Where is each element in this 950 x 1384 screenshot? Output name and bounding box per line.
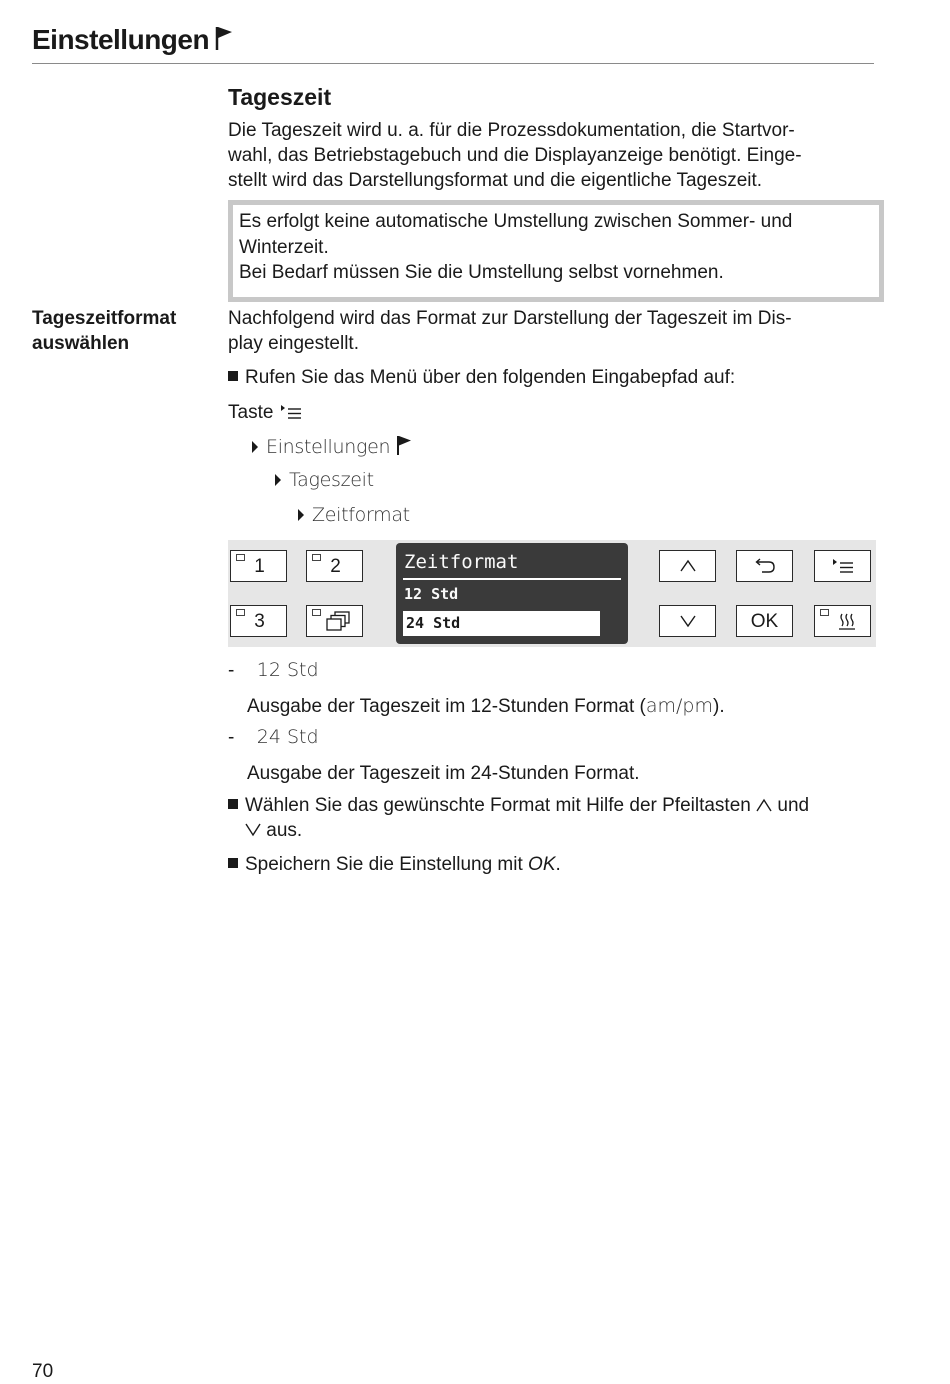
control-panel — [228, 540, 876, 647]
step-instruction — [228, 793, 873, 843]
step-text: und — [777, 795, 810, 816]
header-divider — [32, 63, 874, 64]
heat-icon — [829, 611, 857, 632]
step-instruction — [228, 852, 878, 877]
option-item — [228, 726, 319, 749]
flag-icon — [396, 436, 412, 458]
triangle-right-icon — [275, 474, 281, 486]
menu-key-icon — [279, 402, 303, 423]
display-option[interactable]: 12 Std — [404, 585, 459, 603]
chevron-down-icon — [245, 820, 261, 841]
lcd-display — [396, 543, 628, 644]
menu-path-item — [252, 434, 412, 458]
option-description — [247, 694, 897, 719]
step-instruction — [228, 365, 878, 390]
multi-window-button[interactable] — [306, 605, 363, 637]
menu-path-label: Zeitformat — [312, 504, 410, 526]
step-text: Rufen Sie das Menü über den folgenden Eingabepfad auf: — [245, 367, 736, 388]
sidebar-label — [32, 306, 212, 356]
step-text: Speichern Sie die Einstellung mit — [245, 854, 523, 875]
step-text-end: . — [555, 854, 561, 875]
display-divider — [403, 578, 621, 580]
triangle-right-icon — [252, 441, 258, 453]
option-desc-end: ). — [713, 696, 725, 717]
description-line: Nachfolgend wird das Format zur Darstellung der Tageszeit im Dis- — [228, 308, 792, 329]
option-desc-text: Ausgabe der Tageszeit im 12-Stunden Format ( — [247, 696, 646, 717]
bullet-icon — [228, 799, 238, 809]
display-title: Zeitformat — [404, 551, 519, 573]
description-line: play eingestellt. — [228, 333, 359, 354]
step-text: Wählen Sie das gewünschte Format mit Hilfe der Pfeiltasten — [245, 795, 751, 816]
option-desc-mono: am/pm — [645, 695, 713, 717]
page-number: 70 — [32, 1361, 54, 1382]
back-button[interactable] — [736, 550, 793, 582]
led-indicator — [312, 609, 321, 616]
taste-label: Taste — [228, 402, 274, 423]
section-heading: Tageszeit — [228, 84, 332, 110]
layers-icon — [318, 611, 352, 632]
option-label: 12 Std — [256, 659, 319, 681]
menu-key-icon — [831, 556, 855, 577]
chevron-up-icon — [679, 556, 697, 577]
triangle-right-icon — [298, 509, 304, 521]
bullet-icon — [228, 371, 238, 381]
option-desc-text: Ausgabe der Tageszeit im 24-Stunden Format. — [247, 763, 640, 784]
chevron-down-icon — [679, 611, 697, 632]
drying-button[interactable] — [814, 605, 871, 637]
menu-path-item — [275, 469, 374, 491]
note-box — [228, 200, 884, 302]
display-selected-option[interactable] — [403, 611, 600, 636]
sidebar-label-line: auswählen — [32, 333, 130, 354]
chevron-up-icon — [756, 795, 772, 816]
display-option-label: 24 Std — [406, 614, 461, 632]
intro-line: Die Tageszeit wird u. a. für die Prozessdokumentation, die Startvor- — [228, 120, 795, 141]
menu-path-label: Einstellungen — [266, 436, 391, 458]
menu-path-label: Tageszeit — [289, 469, 374, 491]
flag-icon — [215, 25, 233, 58]
key-label: 3 — [254, 611, 265, 632]
step-text: aus. — [266, 820, 303, 841]
led-indicator — [236, 609, 245, 616]
note-line: Winterzeit. — [239, 236, 329, 258]
dash-marker: - — [228, 727, 235, 748]
intro-line: stellt wird das Darstellungsformat und die eigentliche Tageszeit. — [228, 170, 763, 191]
ok-button[interactable] — [736, 605, 793, 637]
page-title-text: Einstellungen — [32, 24, 210, 55]
note-line: Bei Bedarf müssen Sie die Umstellung selbst vornehmen. — [239, 262, 724, 283]
option-description — [247, 761, 897, 786]
key-2-button[interactable] — [306, 550, 363, 582]
sidebar-label-line: Tageszeitformat — [32, 308, 177, 329]
led-indicator — [236, 554, 245, 561]
page-title — [32, 24, 233, 58]
dash-marker: - — [228, 660, 235, 681]
led-indicator — [820, 609, 829, 616]
taste-line — [228, 400, 878, 425]
option-label: 24 Std — [256, 726, 319, 748]
key-3-button[interactable] — [230, 605, 287, 637]
menu-path-item — [298, 504, 410, 526]
menu-button[interactable] — [814, 550, 871, 582]
bullet-icon — [228, 858, 238, 868]
back-arrow-icon — [753, 556, 777, 577]
ok-emphasis: OK — [528, 854, 556, 875]
key-label: 2 — [330, 556, 341, 577]
description-paragraph — [228, 306, 878, 356]
option-item — [228, 659, 319, 682]
ok-label: OK — [750, 611, 779, 632]
up-arrow-button[interactable] — [659, 550, 716, 582]
led-indicator — [312, 554, 321, 561]
note-line: Es erfolgt keine automatische Umstellung zwischen Sommer- und — [239, 211, 793, 232]
key-1-button[interactable] — [230, 550, 287, 582]
intro-paragraph — [228, 118, 878, 193]
intro-line: wahl, das Betriebstagebuch und die Displayanzeige benötigt. Einge- — [228, 145, 802, 166]
key-label: 1 — [254, 556, 265, 577]
down-arrow-button[interactable] — [659, 605, 716, 637]
